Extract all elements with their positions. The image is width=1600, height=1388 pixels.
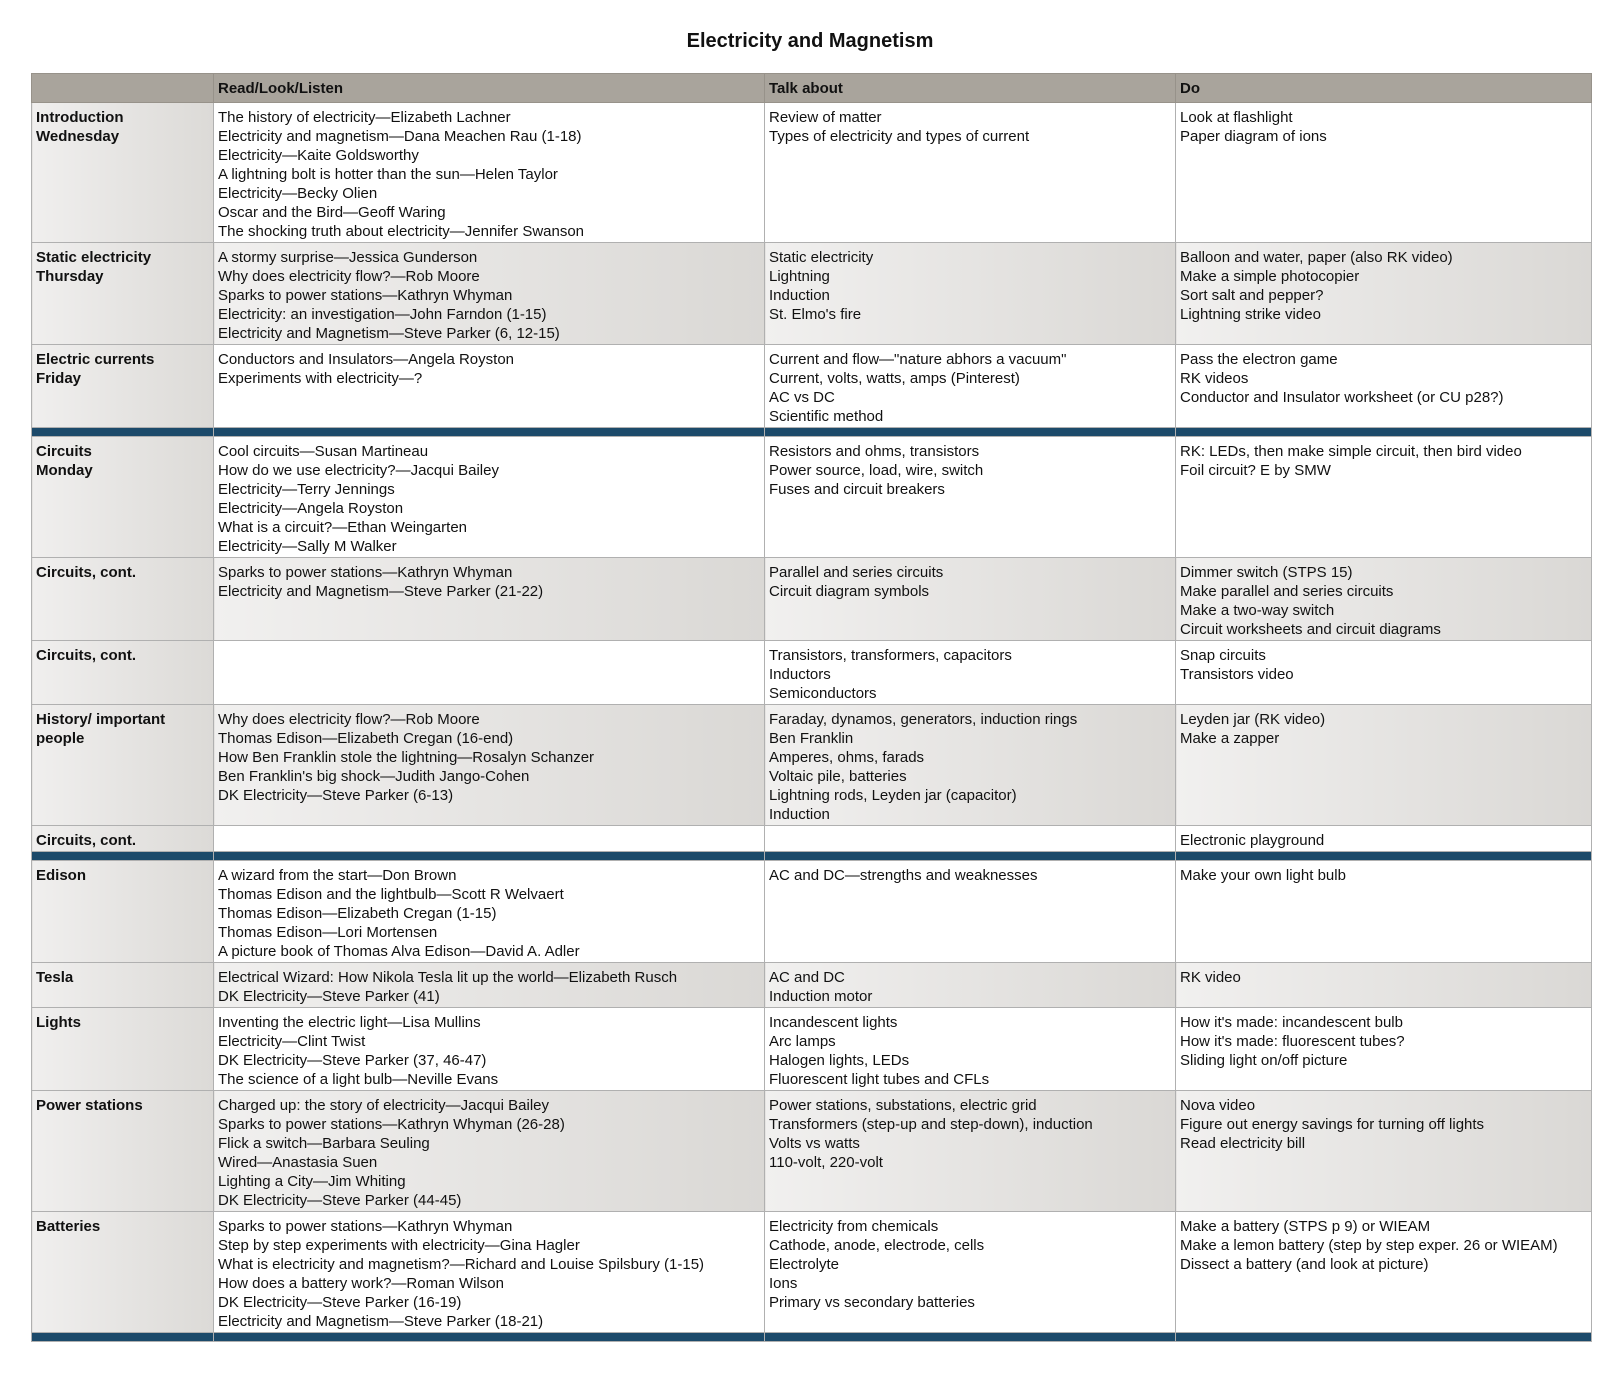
section-divider-cell <box>32 428 214 437</box>
read-line: Electricity—Becky Olien <box>218 185 378 202</box>
do-line: Make parallel and series circuits <box>1180 583 1394 600</box>
table-row <box>32 861 1592 963</box>
read-line: A picture book of Thomas Alva Edison—David A. Adler <box>218 943 580 960</box>
do-line: Dimmer switch (STPS 15) <box>1180 564 1353 581</box>
talk-line: Electricity from chemicals <box>769 1218 939 1235</box>
do-line: Lightning strike video <box>1180 306 1321 323</box>
row-label: Circuits <box>36 443 92 460</box>
do-line: Nova video <box>1180 1097 1256 1114</box>
read-cell <box>214 345 765 428</box>
row-label: Monday <box>36 462 93 479</box>
read-line: Sparks to power stations—Kathryn Whyman <box>218 287 513 304</box>
talk-line: AC and DC <box>769 969 845 986</box>
do-line: Sliding light on/off picture <box>1180 1052 1348 1069</box>
read-line: Oscar and the Bird—Geoff Waring <box>218 204 446 221</box>
do-line: Make a battery (STPS p 9) or WIEAM <box>1180 1218 1431 1235</box>
talk-line: Lightning rods, Leyden jar (capacitor) <box>769 787 1017 804</box>
do-line: RK video <box>1180 969 1241 986</box>
do-cell <box>1176 861 1592 963</box>
talk-cell <box>765 558 1176 641</box>
table-row <box>32 963 1592 1008</box>
read-line: A wizard from the start—Don Brown <box>218 867 457 884</box>
do-line: Make a two-way switch <box>1180 602 1335 619</box>
do-line: RK: LEDs, then make simple circuit, then bird video <box>1180 443 1522 460</box>
talk-cell <box>765 861 1176 963</box>
talk-cell <box>765 103 1176 243</box>
read-line: A stormy surprise—Jessica Gunderson <box>218 249 478 266</box>
row-label-cell <box>32 641 214 705</box>
section-divider <box>32 852 1592 861</box>
table-row <box>32 826 1592 852</box>
section-divider-cell <box>32 852 214 861</box>
read-line: Electricity and Magnetism—Steve Parker (18-21) <box>218 1313 544 1330</box>
row-label: Edison <box>36 867 87 884</box>
section-divider-cell <box>214 852 765 861</box>
read-line: Ben Franklin's big shock—Judith Jango-Cohen <box>218 768 530 785</box>
read-cell <box>214 963 765 1008</box>
read-line: Conductors and Insulators—Angela Royston <box>218 351 515 368</box>
read-line: DK Electricity—Steve Parker (37, 46-47) <box>218 1052 487 1069</box>
read-line: How do we use electricity?—Jacqui Bailey <box>218 462 499 479</box>
talk-line: Halogen lights, LEDs <box>769 1052 910 1069</box>
read-line: Sparks to power stations—Kathryn Whyman <box>218 1218 513 1235</box>
do-line: Snap circuits <box>1180 647 1266 664</box>
read-cell <box>214 558 765 641</box>
read-line: Electricity: an investigation—John Farndon (1-15) <box>218 306 547 323</box>
read-cell <box>214 103 765 243</box>
do-cell <box>1176 1091 1592 1212</box>
talk-cell <box>765 1212 1176 1333</box>
talk-line: Review of matter <box>769 109 882 126</box>
table-row <box>32 437 1592 558</box>
read-line: Step by step experiments with electricity—Gina Hagler <box>218 1237 580 1254</box>
read-line: Electricity and Magnetism—Steve Parker (6, 12-15) <box>218 325 560 342</box>
read-line: DK Electricity—Steve Parker (16-19) <box>218 1294 462 1311</box>
do-line: Read electricity bill <box>1180 1135 1306 1152</box>
read-line: Charged up: the story of electricity—Jacqui Bailey <box>218 1097 549 1114</box>
section-divider <box>32 428 1592 437</box>
table-row <box>32 1091 1592 1212</box>
talk-line: Lightning <box>769 268 830 285</box>
talk-cell <box>765 1091 1176 1212</box>
do-line: Transistors video <box>1180 666 1294 683</box>
read-line: Lighting a City—Jim Whiting <box>218 1173 406 1190</box>
read-line: What is a circuit?—Ethan Weingarten <box>218 519 468 536</box>
read-line: DK Electricity—Steve Parker (41) <box>218 988 440 1005</box>
read-line: Electricity and magnetism—Dana Meachen Rau (1-18) <box>218 128 582 145</box>
do-cell <box>1176 641 1592 705</box>
row-label: Power stations <box>36 1097 143 1114</box>
do-line: How it's made: incandescent bulb <box>1180 1014 1403 1031</box>
talk-cell <box>765 437 1176 558</box>
read-line: Thomas Edison—Elizabeth Cregan (1-15) <box>218 905 497 922</box>
do-line: How it's made: fluorescent tubes? <box>1180 1033 1405 1050</box>
talk-line: Voltaic pile, batteries <box>769 768 907 785</box>
section-divider-cell <box>765 428 1176 437</box>
do-line: Make a lemon battery (step by step exper. 26 or WIEAM) <box>1180 1237 1558 1254</box>
row-label-cell <box>32 705 214 826</box>
read-line: DK Electricity—Steve Parker (6-13) <box>218 787 454 804</box>
section-divider-cell <box>214 1333 765 1342</box>
talk-line: Scientific method <box>769 408 884 425</box>
talk-line: AC vs DC <box>769 389 835 406</box>
talk-line: Electrolyte <box>769 1256 840 1273</box>
talk-cell <box>765 826 1176 852</box>
row-label: Tesla <box>36 969 74 986</box>
read-line: Why does electricity flow?—Rob Moore <box>218 268 480 285</box>
talk-line: Semiconductors <box>769 685 877 702</box>
table-row <box>32 1212 1592 1333</box>
talk-line: Current and flow—"nature abhors a vacuum" <box>769 351 1067 368</box>
read-cell <box>214 1212 765 1333</box>
read-cell <box>214 437 765 558</box>
row-label-cell <box>32 826 214 852</box>
talk-line: Primary vs secondary batteries <box>769 1294 975 1311</box>
do-cell <box>1176 437 1592 558</box>
section-divider <box>32 1333 1592 1342</box>
read-cell <box>214 826 765 852</box>
table-row <box>32 558 1592 641</box>
do-line: Look at flashlight <box>1180 109 1293 126</box>
talk-line: Transformers (step-up and step-down), induction <box>769 1116 1093 1133</box>
read-line: Cool circuits—Susan Martineau <box>218 443 429 460</box>
row-label-cell <box>32 345 214 428</box>
read-line: Thomas Edison and the lightbulb—Scott R Welvaert <box>218 886 564 903</box>
row-label-cell <box>32 1008 214 1091</box>
row-label: Batteries <box>36 1218 101 1235</box>
read-line: What is electricity and magnetism?—Richard and Louise Spilsbury (1-15) <box>218 1256 705 1273</box>
do-line: Conductor and Insulator worksheet (or CU p28?) <box>1180 389 1504 406</box>
table-row <box>32 1008 1592 1091</box>
talk-line: AC and DC—strengths and weaknesses <box>769 867 1038 884</box>
talk-line: Types of electricity and types of current <box>769 128 1030 145</box>
read-line: Sparks to power stations—Kathryn Whyman (26-28) <box>218 1116 565 1133</box>
read-cell <box>214 1008 765 1091</box>
do-line: Circuit worksheets and circuit diagrams <box>1180 621 1441 638</box>
do-line: Foil circuit? E by SMW <box>1180 462 1331 479</box>
talk-line: 110-volt, 220-volt <box>769 1154 883 1171</box>
row-label: Static electricity <box>36 249 152 266</box>
read-line: Electrical Wizard: How Nikola Tesla lit up the world—Elizabeth Rusch <box>218 969 678 986</box>
talk-line: St. Elmo's fire <box>769 306 862 323</box>
do-line: Leyden jar (RK video) <box>1180 711 1326 728</box>
read-line: How does a battery work?—Roman Wilson <box>218 1275 504 1292</box>
section-divider-cell <box>765 1333 1176 1342</box>
header-read: Read/Look/Listen <box>214 74 765 103</box>
table-body <box>32 103 1592 1342</box>
table-row <box>32 243 1592 345</box>
read-line: Electricity—Kaite Goldsworthy <box>218 147 419 164</box>
row-label-cell <box>32 243 214 345</box>
talk-line: Power source, load, wire, switch <box>769 462 984 479</box>
talk-cell <box>765 963 1176 1008</box>
do-line: Pass the electron game <box>1180 351 1338 368</box>
talk-line: Transistors, transformers, capacitors <box>769 647 1012 664</box>
read-line: Electricity—Clint Twist <box>218 1033 366 1050</box>
talk-line: Ions <box>769 1275 798 1292</box>
table-row <box>32 103 1592 243</box>
talk-cell <box>765 641 1176 705</box>
do-cell <box>1176 243 1592 345</box>
read-line: How Ben Franklin stole the lightning—Rosalyn Schanzer <box>218 749 595 766</box>
do-line: Make a simple photocopier <box>1180 268 1360 285</box>
header-talk: Talk about <box>765 74 1176 103</box>
row-label: Lights <box>36 1014 81 1031</box>
do-line: Balloon and water, paper (also RK video) <box>1180 249 1453 266</box>
row-label-cell <box>32 1212 214 1333</box>
talk-line: Fluorescent light tubes and CFLs <box>769 1071 990 1088</box>
header-row <box>32 74 1592 103</box>
header-do: Do <box>1176 74 1592 103</box>
section-divider-cell <box>1176 428 1592 437</box>
read-line: Electricity—Sally M Walker <box>218 538 397 555</box>
table-row <box>32 705 1592 826</box>
do-cell <box>1176 1008 1592 1091</box>
talk-line: Parallel and series circuits <box>769 564 944 581</box>
row-label: Circuits, cont. <box>36 647 137 664</box>
read-line: Electricity and Magnetism—Steve Parker (21-22) <box>218 583 544 600</box>
do-cell <box>1176 705 1592 826</box>
read-line: DK Electricity—Steve Parker (44-45) <box>218 1192 462 1209</box>
talk-line: Amperes, ohms, farads <box>769 749 925 766</box>
do-cell <box>1176 558 1592 641</box>
page-title: Electricity and Magnetism <box>686 30 934 52</box>
section-divider-cell <box>214 428 765 437</box>
talk-line: Arc lamps <box>769 1033 836 1050</box>
talk-line: Power stations, substations, electric grid <box>769 1097 1037 1114</box>
do-line: Dissect a battery (and look at picture) <box>1180 1256 1429 1273</box>
row-label-cell <box>32 1091 214 1212</box>
row-label-cell <box>32 558 214 641</box>
read-line: Thomas Edison—Lori Mortensen <box>218 924 438 941</box>
table-row <box>32 345 1592 428</box>
read-line: The science of a light bulb—Neville Evans <box>218 1071 499 1088</box>
talk-line: Current, volts, watts, amps (Pinterest) <box>769 370 1020 387</box>
row-label: Thursday <box>36 268 104 285</box>
row-label: people <box>36 730 85 747</box>
row-label-cell <box>32 437 214 558</box>
do-cell <box>1176 345 1592 428</box>
row-label: Circuits, cont. <box>36 832 137 849</box>
row-label: History/ important <box>36 711 166 728</box>
talk-line: Induction <box>769 806 830 823</box>
do-line: RK videos <box>1180 370 1249 387</box>
row-label: Friday <box>36 370 82 387</box>
read-line: Electricity—Angela Royston <box>218 500 404 517</box>
read-line: Flick a switch—Barbara Seuling <box>218 1135 430 1152</box>
talk-line: Induction motor <box>769 988 873 1005</box>
row-label: Introduction <box>36 109 124 126</box>
do-cell <box>1176 103 1592 243</box>
do-line: Sort salt and pepper? <box>1180 287 1324 304</box>
talk-cell <box>765 1008 1176 1091</box>
read-cell <box>214 243 765 345</box>
talk-cell <box>765 705 1176 826</box>
lesson-plan-table <box>31 73 1592 1342</box>
read-line: Thomas Edison—Elizabeth Cregan (16-end) <box>218 730 514 747</box>
section-divider-cell <box>1176 852 1592 861</box>
talk-line: Faraday, dynamos, generators, induction rings <box>769 711 1078 728</box>
read-line: Experiments with electricity—? <box>218 370 423 387</box>
talk-line: Fuses and circuit breakers <box>769 481 945 498</box>
talk-line: Resistors and ohms, transistors <box>769 443 980 460</box>
read-cell <box>214 1091 765 1212</box>
row-label-cell <box>32 861 214 963</box>
do-line: Paper diagram of ions <box>1180 128 1327 145</box>
talk-cell <box>765 243 1176 345</box>
read-cell <box>214 705 765 826</box>
section-divider-cell <box>32 1333 214 1342</box>
talk-line: Cathode, anode, electrode, cells <box>769 1237 985 1254</box>
row-label-cell <box>32 103 214 243</box>
read-line: A lightning bolt is hotter than the sun—Helen Taylor <box>218 166 558 183</box>
read-line: Inventing the electric light—Lisa Mullins <box>218 1014 481 1031</box>
row-label: Circuits, cont. <box>36 564 137 581</box>
talk-line: Static electricity <box>769 249 874 266</box>
read-line: The shocking truth about electricity—Jennifer Swanson <box>218 223 585 240</box>
talk-cell <box>765 345 1176 428</box>
read-line: Why does electricity flow?—Rob Moore <box>218 711 480 728</box>
talk-line: Inductors <box>769 666 831 683</box>
read-cell <box>214 641 765 705</box>
do-cell <box>1176 826 1592 852</box>
do-line: Make your own light bulb <box>1180 867 1346 884</box>
read-line: The history of electricity—Elizabeth Lachner <box>218 109 511 126</box>
do-cell <box>1176 963 1592 1008</box>
section-divider-cell <box>765 852 1176 861</box>
talk-line: Incandescent lights <box>769 1014 898 1031</box>
header-corner <box>32 74 214 103</box>
talk-line: Volts vs watts <box>769 1135 860 1152</box>
row-label: Electric currents <box>36 351 155 368</box>
read-line: Electricity—Terry Jennings <box>218 481 395 498</box>
row-label: Wednesday <box>36 128 120 145</box>
talk-line: Circuit diagram symbols <box>769 583 930 600</box>
table-row <box>32 641 1592 705</box>
read-line: Wired—Anastasia Suen <box>218 1154 378 1171</box>
do-line: Make a zapper <box>1180 730 1280 747</box>
section-divider-cell <box>1176 1333 1592 1342</box>
do-line: Figure out energy savings for turning off lights <box>1180 1116 1485 1133</box>
talk-line: Induction <box>769 287 830 304</box>
read-line: Sparks to power stations—Kathryn Whyman <box>218 564 513 581</box>
do-line: Electronic playground <box>1180 832 1325 849</box>
do-cell <box>1176 1212 1592 1333</box>
row-label-cell <box>32 963 214 1008</box>
read-cell <box>214 861 765 963</box>
talk-line: Ben Franklin <box>769 730 854 747</box>
